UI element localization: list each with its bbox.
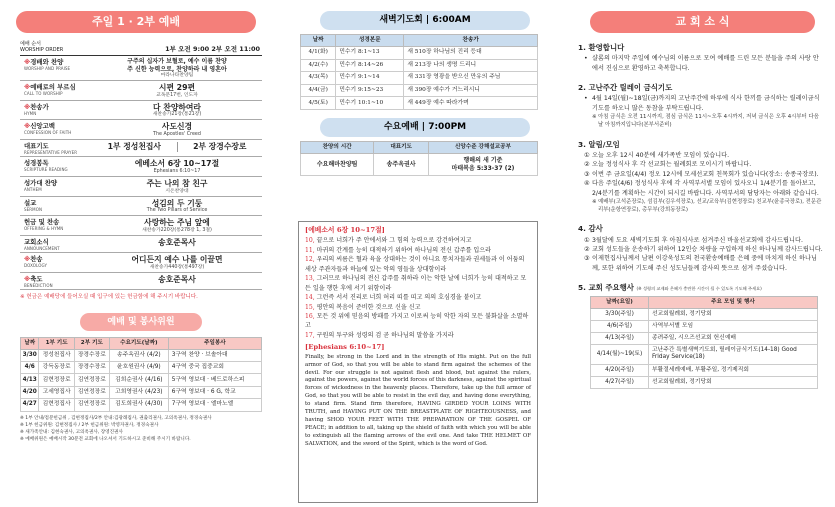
table-cell: 고희영권사 (4/23) bbox=[109, 386, 168, 398]
order-sub: 새찬송가220장(통278장 1, 3절) bbox=[142, 228, 212, 234]
bullet: ④ bbox=[584, 180, 590, 188]
news-section-title: 1. 환영합니다 bbox=[578, 43, 625, 52]
order-main: 어디든지 예수 나를 이끌면 bbox=[131, 255, 223, 265]
table-cell: 사역부서별 모임 bbox=[649, 320, 818, 332]
table-cell: 정성천집사 bbox=[39, 349, 74, 361]
news-item bbox=[578, 94, 823, 113]
order-content bbox=[92, 197, 262, 216]
order-content bbox=[92, 157, 262, 176]
prayer-split bbox=[92, 142, 262, 152]
table-cell: 선교회월례회, 정기당회 bbox=[649, 308, 818, 320]
column-header: 성경본문 bbox=[336, 35, 404, 47]
table-row bbox=[591, 320, 818, 332]
table-cell: 민수기 10:1~10 bbox=[336, 97, 404, 110]
events-table bbox=[590, 296, 818, 390]
order-label-text: 예배로의 부르심 bbox=[30, 82, 76, 91]
order-label-text: 신앙고백 bbox=[30, 122, 55, 131]
news-section-title: 4. 감사 bbox=[578, 224, 603, 234]
worship-panel bbox=[0, 0, 272, 507]
order-label bbox=[20, 120, 92, 139]
wednesday-banner: 수요예배 | 7:00PM bbox=[320, 118, 530, 137]
service-notes bbox=[20, 415, 262, 443]
table-row bbox=[21, 349, 262, 361]
order-content bbox=[92, 273, 262, 289]
order-label-text: 헌금 및 찬송 bbox=[24, 218, 60, 227]
table-row bbox=[21, 362, 262, 374]
order-content bbox=[92, 140, 262, 156]
news-item-text: 오늘 정성식사 후 각 선교회는 월례회로 모이시기 바랍니다. bbox=[592, 161, 752, 169]
verse-text: 구원의 투구와 성령의 검 곧 하나님의 말씀을 가지라 bbox=[316, 331, 454, 339]
order-content bbox=[92, 216, 262, 235]
verse-text: 모든 것 위에 믿음의 방패를 가지고 이로써 능히 악한 자의 모든 불화살을 소멸하고 bbox=[305, 312, 529, 330]
column-header: 날짜 bbox=[21, 337, 39, 349]
table-cell: 새 390장 예수가 거느리시니 bbox=[404, 84, 538, 97]
table-cell: 새 449장 예수 따라가며 bbox=[404, 97, 538, 110]
order-label bbox=[20, 140, 92, 156]
verse-text: 우리의 씨름은 혈과 육을 상대하는 것이 아니요 통치자들과 권세들과 이 어둠의 세상 주관자들과 하늘에 있는 악의 영들을 상대함이라 bbox=[305, 256, 525, 273]
table-cell: 강득동장로 bbox=[39, 362, 74, 374]
table-row bbox=[301, 72, 538, 85]
events-title: 5. 교회 주요행사 (※ 성령의 교제와 은혜가 충만한 시간이 될 수 있도록 기도해 주세요) bbox=[578, 283, 762, 293]
table-cell: 4/5(토) bbox=[301, 97, 336, 110]
stand-mark: ※ bbox=[24, 122, 31, 131]
order-label-en: CONFESSION OF FAITH bbox=[24, 130, 72, 136]
wed-praise: 수요해마찬양팀 bbox=[301, 154, 374, 176]
order-main: 송호준목사 bbox=[158, 238, 196, 248]
verse-text: 그러므로 하나님의 전신 갑주를 취하라 이는 악한 날에 너희가 능히 대적하고 모든 일을 행한 후에 서기 위함이라 bbox=[305, 275, 527, 292]
stand-mark: ※ bbox=[24, 274, 31, 283]
order-row bbox=[20, 157, 262, 177]
verse-number: 14, bbox=[305, 294, 315, 302]
verse-number: 17, bbox=[305, 331, 315, 339]
table-cell: 3/30(주일) bbox=[591, 308, 649, 320]
stand-mark: ※ bbox=[24, 255, 31, 264]
order-row bbox=[20, 140, 262, 157]
table-cell: 김연정장로 bbox=[74, 386, 109, 398]
news-list bbox=[562, 43, 835, 273]
table-cell: 새 331장 영광을 받으신 만유의 주님 bbox=[404, 72, 538, 85]
order-label-en: ANNOUNCEMENT bbox=[24, 246, 60, 252]
verse-number: 15, bbox=[305, 303, 315, 311]
order-label bbox=[20, 253, 92, 272]
column-header: 주일봉사 bbox=[168, 337, 261, 349]
order-main: 사랑하는 주님 앞에 bbox=[144, 218, 210, 228]
table-cell: 4/2(수) bbox=[301, 59, 336, 72]
news-item-text: 아침 금식은 오전 11시까지, 점심 금식은 11시~오후 4시까지, 저녁 금식은 오후 4시부터 다음 날 아침까지입니다(본부서준비) bbox=[598, 114, 819, 129]
order-title-en: WORSHIP ORDER bbox=[20, 47, 64, 53]
order-row bbox=[20, 197, 262, 217]
table-cell: 민수기 8:14~26 bbox=[336, 59, 404, 72]
order-label-en: BENEDICTION bbox=[24, 282, 53, 288]
scripture-title: [에베소서 6장 10~17절] bbox=[305, 226, 385, 234]
table-cell: 4/27(주일) bbox=[591, 376, 649, 388]
order-main: 성김의 두 기둥 bbox=[151, 198, 203, 208]
table-cell: 종려주일, 시으즈선교회 헌신예배 bbox=[649, 333, 818, 345]
table-cell: 김연정장로 bbox=[74, 399, 109, 411]
bullet: ※ bbox=[592, 114, 597, 121]
news-items bbox=[578, 54, 823, 73]
order-label-en: OFFERING & HYMN bbox=[24, 226, 64, 232]
table-row bbox=[301, 59, 538, 72]
news-items bbox=[578, 236, 823, 274]
order-content bbox=[92, 120, 262, 139]
bullet: ② bbox=[584, 246, 590, 254]
order-row bbox=[20, 56, 262, 81]
table-cell: 4/20 bbox=[21, 386, 39, 398]
order-label-text: 성경봉독 bbox=[24, 159, 49, 168]
bullet: • bbox=[584, 95, 588, 103]
table-cell: 김현정집사 bbox=[39, 399, 74, 411]
dawn-prayer-table bbox=[300, 34, 538, 110]
order-content bbox=[92, 56, 262, 80]
order-label-text: 축도 bbox=[30, 274, 43, 283]
order-label bbox=[20, 177, 92, 196]
order-label-en: WORSHIP AND PRAISE bbox=[24, 66, 71, 71]
table-cell: 새 510장 하나님의 진리 등대 bbox=[404, 46, 538, 59]
news-panel bbox=[562, 0, 835, 507]
bullet: ③ bbox=[584, 255, 590, 263]
verse bbox=[305, 236, 531, 245]
service-note: ※ 예배위원은 예배시작 30분전 교회에 나오셔서 기도하시고 준비해 주시기 바랍니다. bbox=[20, 437, 191, 443]
table-row bbox=[591, 308, 818, 320]
table-cell: 윤호원권사 (4/9) bbox=[109, 362, 168, 374]
news-item bbox=[578, 245, 823, 254]
order-row bbox=[20, 101, 262, 121]
table-row bbox=[591, 364, 818, 376]
service-note: ※ 새가족안내: 김현숙권사, 고의옥권사, 장영진권사 bbox=[20, 429, 123, 435]
order-label bbox=[20, 273, 92, 289]
order-label-text: 설교 bbox=[24, 198, 37, 207]
prayer-panel bbox=[280, 0, 552, 507]
order-content bbox=[92, 236, 262, 252]
wednesday-table bbox=[300, 141, 538, 176]
news-item bbox=[578, 198, 823, 214]
table-row bbox=[21, 374, 262, 386]
verse-text: 평안의 복음이 준비한 것으로 신을 신고 bbox=[316, 303, 421, 311]
order-row bbox=[20, 236, 262, 253]
order-main: 시편 29편 bbox=[158, 82, 196, 92]
order-label-text: 찬송 bbox=[30, 255, 43, 264]
column-header: 대표기도 bbox=[374, 142, 429, 154]
order-label-en: SCRIPTURE READING bbox=[24, 167, 68, 173]
table-cell: 4/1(화) bbox=[301, 46, 336, 59]
order-label bbox=[20, 216, 92, 235]
column-header: 날짜 bbox=[301, 35, 336, 47]
news-item-text: 이제헌집사님께서 남편 이강욱성도의 천국환송예배를 은혜 중에 마치게 하신 하나님께, 또한 위하여 기도해 주신 성도님들께 감사의 뜻으로 섬겨 주셨습니다. bbox=[592, 255, 817, 272]
order-main: 송호준목사 bbox=[158, 274, 196, 284]
service-note: ※ 1부 안내/점분헌금위 , 김현정집사/2부 안내:김광례집사, 권출리권사, 고의옥권사, 정경숙권사 bbox=[20, 415, 212, 421]
order-label bbox=[20, 197, 92, 216]
order-sub: 시온찬양대 bbox=[165, 188, 189, 194]
verse-text: 마귀의 간계를 능히 대적하기 위하여 하나님의 전신 갑주를 입으라 bbox=[316, 246, 492, 254]
wed-study: 행해의 새 기준 마태복음 5:33-37 (2) bbox=[428, 154, 537, 176]
news-item bbox=[578, 254, 823, 273]
bullet: • bbox=[584, 55, 588, 63]
order-content bbox=[92, 81, 262, 100]
table-row bbox=[21, 386, 262, 398]
order-label-text: 찬송가 bbox=[30, 102, 49, 111]
news-item-text: 샬롬의 마지막 주일에 예수님의 이름으로 모여 예배를 드린 모든 분들을 주의 사랑 안에서 진심으로 환영하고 축복합니다. bbox=[592, 55, 819, 72]
order-label-en: ANTHEM bbox=[24, 186, 42, 192]
news-item-text: 다음 주일(4/6) 정성식사 후에 각 사역부서별 모임이 있사오니 1/4분기를 돌아보고, 2/4분기를 계획하는 시간이 되시길 바랍니다. 사역부서의 담당자는 아래와 같습니다. bbox=[592, 180, 819, 197]
table-cell: 고세영집사 bbox=[39, 386, 74, 398]
prayer-1: 1부 정성천집사 bbox=[92, 142, 178, 152]
order-sub: Ephesians 6:10~17 bbox=[153, 168, 201, 174]
order-sub: 새찬송가21장(통21장) bbox=[152, 112, 202, 118]
table-cell: 장경수장로 bbox=[74, 362, 109, 374]
verse bbox=[305, 312, 531, 331]
verse-text: 끝으로 너희가 주 안에서와 그 힘의 능력으로 강건하여지고 bbox=[316, 237, 472, 245]
verse-number: 12, bbox=[305, 256, 315, 264]
order-sub: 마라나타찬양팀 bbox=[160, 73, 194, 78]
order-label-en: SERMON bbox=[24, 206, 43, 212]
order-content bbox=[92, 177, 262, 196]
order-main: 사도신경 bbox=[161, 122, 193, 132]
news-items bbox=[578, 94, 823, 129]
verse bbox=[305, 246, 531, 255]
table-cell: 새 213장 나의 생명 드리니 bbox=[404, 59, 538, 72]
column-header: 날짜(요일) bbox=[591, 296, 649, 308]
order-main-2: 주 신한 능력으로, 찬양하라 내 영혼아 bbox=[127, 65, 227, 73]
verse-number: 13, bbox=[305, 275, 315, 283]
table-cell: 4구역 중국 집중교회 bbox=[168, 362, 261, 374]
table-cell: 4/13 bbox=[21, 374, 39, 386]
order-header bbox=[20, 41, 260, 53]
verse bbox=[305, 293, 531, 302]
order-row bbox=[20, 177, 262, 197]
table-cell: 5구역 영보대 · 베드로하스피 bbox=[168, 374, 261, 386]
order-main: 주는 나의 참 친구 bbox=[146, 178, 208, 188]
table-row bbox=[301, 46, 538, 59]
verse-number: 10, bbox=[305, 237, 315, 245]
order-row bbox=[20, 273, 262, 290]
table-cell: 6구역 영보대 · 6 G, 학교 bbox=[168, 386, 261, 398]
bullet: ① bbox=[584, 151, 590, 159]
column-header: 찬송가 bbox=[404, 35, 538, 47]
order-sub: 새찬송가440장(통497장) bbox=[149, 264, 205, 270]
news-item bbox=[578, 54, 823, 73]
table-cell: 부활절세례예배, 부활주일, 정기제직회 bbox=[649, 364, 818, 376]
verse bbox=[305, 274, 531, 293]
offering-note: ※ 헌금은 예배당에 들어오실 때 입구에 있는 헌금함에 해 주시기 바랍니다. bbox=[20, 293, 198, 300]
table-cell: 4/6(주일) bbox=[591, 320, 649, 332]
verse bbox=[305, 303, 531, 312]
verse-number: 11, bbox=[305, 246, 315, 254]
news-section-title: 3. 알림/모임 bbox=[578, 139, 620, 149]
order-content bbox=[92, 253, 262, 272]
column-header: 2부 기도 bbox=[74, 337, 109, 349]
table-cell: 민수기 9:1~14 bbox=[336, 72, 404, 85]
order-label-text: 경배와 찬양 bbox=[30, 58, 64, 66]
table-row bbox=[301, 97, 538, 110]
table-row bbox=[591, 333, 818, 345]
table-cell: 민수기 9:15~23 bbox=[336, 84, 404, 97]
worship-banner: 주일 1 · 2부 예배 bbox=[16, 11, 256, 33]
news-banner: 교 회 소 식 bbox=[590, 11, 815, 33]
order-row bbox=[20, 120, 262, 140]
stand-mark: ※ bbox=[24, 82, 31, 91]
news-item bbox=[578, 160, 823, 169]
order-label-en: HYMN bbox=[24, 110, 37, 116]
order-row bbox=[20, 253, 262, 273]
table-cell: 3/30 bbox=[21, 349, 39, 361]
bullet: ① bbox=[584, 236, 590, 244]
table-cell: 4/4(금) bbox=[301, 84, 336, 97]
stand-mark: ※ bbox=[24, 58, 31, 66]
order-label bbox=[20, 56, 92, 80]
table-cell: 7구역 영보대 · 엘마노엘 bbox=[168, 399, 261, 411]
news-item-text: 오늘 오후 12시 40분에 새가족반 모임이 있습니다. bbox=[592, 151, 730, 159]
order-title: 예배 순서 bbox=[20, 41, 41, 47]
column-header: 찬양의 시간 bbox=[301, 142, 374, 154]
dawn-prayer-banner: 새벽기도회 | 6:00AM bbox=[320, 11, 530, 30]
news-item-text: 이번 주 금요일(4/4) 정오 12시에 모세선교회 친목회가 있습니다(장소: 송종국장로). bbox=[592, 170, 819, 178]
news-item-text: 4월 14일(월)~18일(금)까지의 고난주간에 하루에 식사 한끼를 금식하는 릴레이금식기도를 하오니 많은 동참을 부탁드립니다. bbox=[592, 95, 820, 112]
order-label bbox=[20, 101, 92, 120]
table-row bbox=[301, 84, 538, 97]
news-item-text: 3월달에 도요 새벽기도회 후 아침식사로 섬겨주신 바울선교회에 감사드립니다. bbox=[592, 236, 803, 244]
prayer-2: 2부 장경수장로 bbox=[193, 142, 247, 152]
english-title: [Ephesians 6:10~17] bbox=[305, 343, 385, 352]
news-item bbox=[578, 179, 823, 198]
news-items bbox=[578, 151, 823, 215]
table-cell: 김도희권사 (4/30) bbox=[109, 399, 168, 411]
verse-number: 16, bbox=[305, 312, 315, 320]
column-header: 1부 기도 bbox=[39, 337, 74, 349]
table-cell: 김희순권사 (4/16) bbox=[109, 374, 168, 386]
order-main: 다 찬양하여라 bbox=[153, 102, 201, 112]
service-table bbox=[20, 337, 262, 412]
verse bbox=[305, 331, 531, 340]
order-main: 구주의 십자가 보혈로, 예수 이름 찬양 bbox=[127, 58, 227, 65]
service-times: 1부 오전 9:00 2부 오전 11:00 bbox=[165, 44, 260, 53]
bullet: ※ bbox=[592, 198, 597, 205]
table-cell: 4/20(주일) bbox=[591, 364, 649, 376]
column-header: 수요기도(날짜) bbox=[109, 337, 168, 349]
news-item bbox=[578, 170, 823, 179]
order-label-en: DOXOLOGY bbox=[24, 263, 47, 269]
table-cell: 4/6 bbox=[21, 362, 39, 374]
news-item-text: 예배부(고석준장로), 섬김부(김우석장로), 선교/교육부(김현정장로) 친교부(윤종국장로), 전문관리부(운항연장로), 총무부(강희동장로) bbox=[598, 198, 822, 214]
korean-verses bbox=[305, 236, 531, 340]
order-label bbox=[20, 81, 92, 100]
order-label bbox=[20, 157, 92, 176]
order-label-en: CALL TO WORSHIP bbox=[24, 90, 63, 96]
service-committee-banner: 예배 및 봉사위원 bbox=[80, 313, 202, 331]
news-item bbox=[578, 151, 823, 160]
order-label bbox=[20, 236, 92, 252]
table-cell: 4/3(목) bbox=[301, 72, 336, 85]
table-row bbox=[591, 345, 818, 364]
column-header: 주요 모임 및 행사 bbox=[649, 296, 818, 308]
bullet: ② bbox=[584, 161, 590, 169]
wed-prayer: 송주옥권사 bbox=[374, 154, 429, 176]
table-cell: 4/14(월)~19(토) bbox=[591, 345, 649, 364]
order-sub: The Apostles' Creed bbox=[153, 132, 201, 138]
table-cell: 장경수장로 bbox=[74, 349, 109, 361]
table-cell: 4/27 bbox=[21, 399, 39, 411]
order-row bbox=[20, 81, 262, 101]
table-row bbox=[591, 376, 818, 388]
stand-mark: ※ bbox=[24, 102, 31, 111]
table-cell: 송주옥권사 (4/2) bbox=[109, 349, 168, 361]
table-cell: 고난주간 특별새벽기도회, 릴레이금식기도(14-18) Good Friday Service(18) bbox=[649, 345, 818, 364]
scripture-box bbox=[298, 221, 538, 503]
news-section-title: 2. 고난주간 릴레이 금식기도 bbox=[578, 83, 673, 93]
bullet: ③ bbox=[584, 170, 590, 178]
order-label-text: 대표기도 bbox=[24, 142, 49, 151]
table-cell: 4/13(주일) bbox=[591, 333, 649, 345]
table-cell: 민수기 8:1~13 bbox=[336, 46, 404, 59]
order-label-text: 교회소식 bbox=[24, 238, 49, 247]
table-cell: 선교회월례회, 정기당회 bbox=[649, 376, 818, 388]
table-cell: 김현정장로 bbox=[39, 374, 74, 386]
order-sub: The Two Pillars of Service bbox=[146, 208, 208, 214]
order-label-text: 성가대 찬양 bbox=[24, 178, 58, 187]
table-row bbox=[21, 399, 262, 411]
news-item-text: 교회 성도들을 운송하기 위하여 12인승 차량을 구입하게 하신 하나님께 감사드립니다. bbox=[592, 246, 823, 254]
order-main: 에베소서 6장 10~17절 bbox=[134, 159, 220, 169]
order-row bbox=[20, 216, 262, 236]
column-header: 신앙수준 강해설교공부 bbox=[428, 142, 537, 154]
table-cell: 3구역 찬양 · 브솔아대 bbox=[168, 349, 261, 361]
news-item bbox=[578, 113, 823, 129]
worship-order-list bbox=[20, 55, 262, 290]
order-sub: 교독문17번, 인도자 bbox=[156, 92, 198, 98]
english-passage: Finally, be strong in the Lord and in the strength of His might. Put on the full armor of God, so that you will be able to stand firm against the schemes of the devil. For our struggle is not against flesh and blood, but against the rulers, against the powers, against the world forces of this darkness, against the spiritual forces of wickedness in the heavenly places. Therefore, take up the full armor of God, so that you will be able to resist in the evil day, and having done everything, to stand firm. Stand firm therefore, HAVING GIRDED YOUR LOINS WITH TRUTH, and HAVING PUT ON THE BREASTPLATE OF RIGHTEOUSNESS, and having SHOD YOUR FEET WITH THE PREPARATION OF THE GOSPEL OF PEACE; in addition to all, taking up the shield of faith with which you will be able to extinguish all the flaming arrows of the evil one. And take THE HELMET OF SALVATION, and the sword of the Spirit, which is the word of God. bbox=[305, 353, 531, 447]
service-note: ※ 1부 헌금위원: 김현정집사 / 2부 헌금위원: 박영자권사, 정경숙권사 bbox=[20, 422, 159, 428]
order-content bbox=[92, 101, 262, 120]
table-cell: 김연정장로 bbox=[74, 374, 109, 386]
news-item bbox=[578, 236, 823, 245]
order-label-en: REPRESENTATIVE PRAYER bbox=[24, 150, 78, 156]
verse-text: 그런즉 서서 진리로 너희 허리 띠를 띠고 의의 호심경을 붙이고 bbox=[316, 294, 482, 302]
verse bbox=[305, 255, 531, 274]
